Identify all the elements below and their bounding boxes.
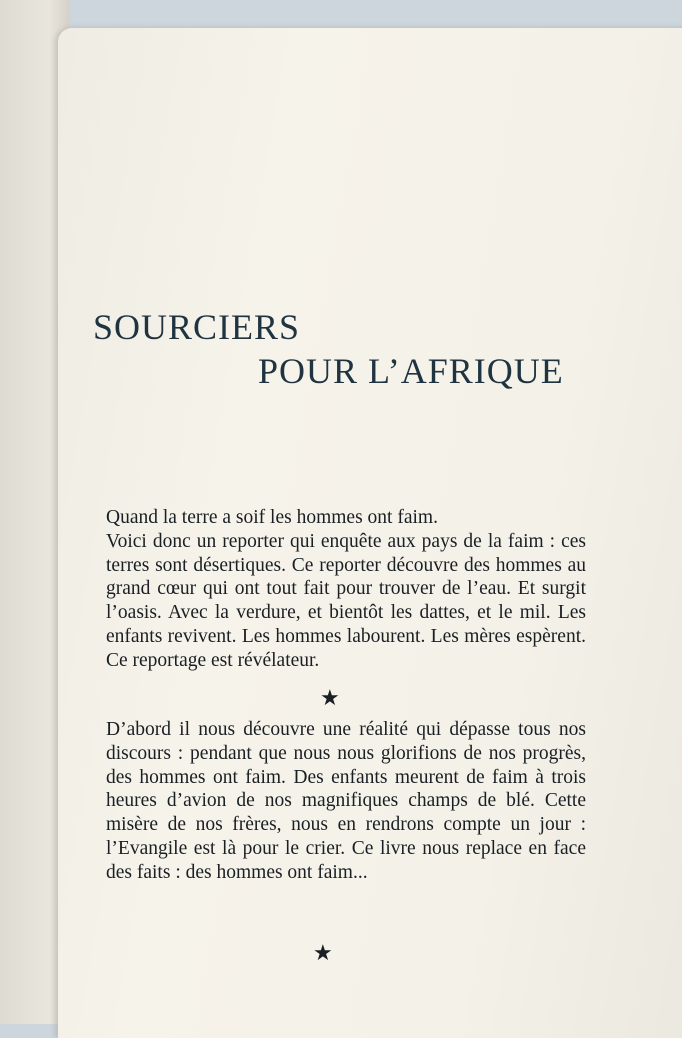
title-line-2: POUR L’AFRIQUE xyxy=(258,351,564,391)
intro-text xyxy=(106,506,586,673)
star-separator-1: ★ xyxy=(320,685,340,710)
main-text xyxy=(106,718,586,885)
paragraph-3: D’abord il nous découvre une réalité qui dépasse tous nos discours : pendant que nous nous glorifions de nos progrès, des hommes ont faim. Des enfants meurent de faim à trois heures d’avion de nos magnifiques champs de blé. Cette misère de nos frères, nous en rendrons compte un jour : l’Evangile est là pour le crier. Ce livre nous replace en face des faits : des hommes ont faim... xyxy=(106,719,586,883)
paragraph-2: Voici donc un reporter qui enquête aux pays de la faim : ces terres sont désertiques. Ce reporter découvre des hommes au grand cœur qui ont tout fait pour trouver de l’eau. Et surgit l’oasis. Avec la verdure, et bientôt les dattes, et le mil. Les enfants revivent. Les hommes labourent. Les mères espèrent. Ce reportage est révélateur. xyxy=(106,530,586,671)
book-page xyxy=(58,28,682,1038)
star-separator-2: ★ xyxy=(313,940,333,965)
paragraph-1: Quand la terre a soif les hommes ont faim. xyxy=(106,507,438,528)
title-line-1: SOURCIERS xyxy=(93,307,301,347)
